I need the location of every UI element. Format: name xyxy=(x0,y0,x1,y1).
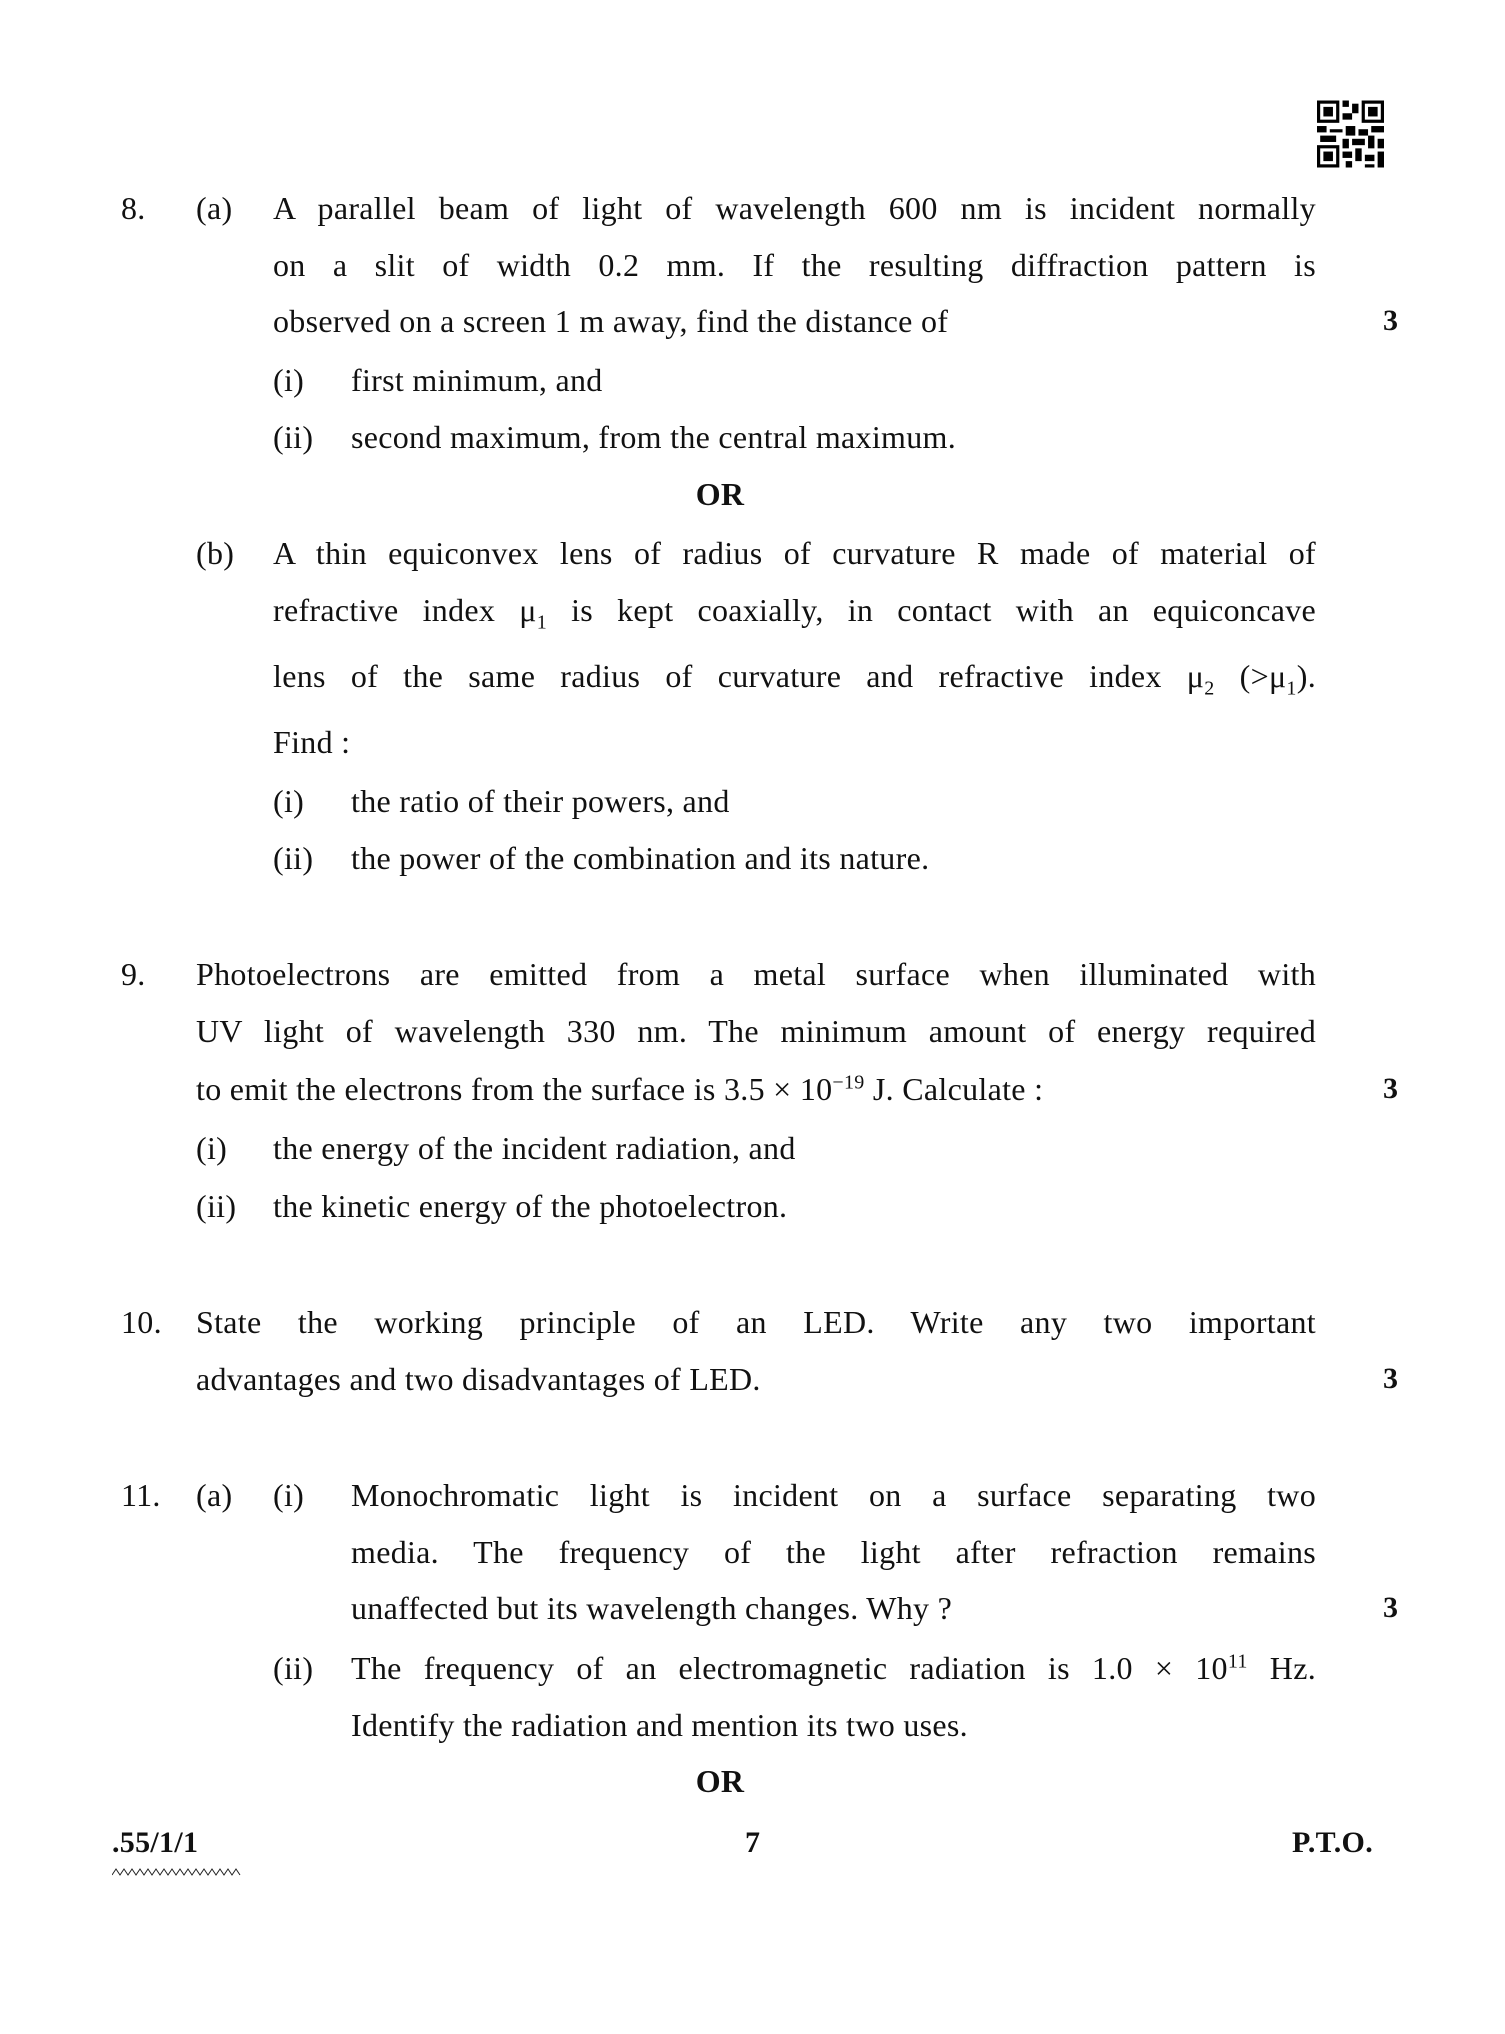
text: Hz. xyxy=(1247,1650,1317,1686)
sub-item-label: (ii) xyxy=(273,1650,314,1686)
text: J. Calculate : xyxy=(864,1071,1044,1107)
sub-item-label: (i) xyxy=(196,1130,228,1166)
question-text xyxy=(196,1067,1043,1111)
sub-item-text: the kinetic energy of the photoelectron. xyxy=(273,1188,788,1224)
page-number: 7 xyxy=(745,1826,761,1859)
sub-item-text: second maximum, from the central maximum. xyxy=(351,419,957,455)
sub-item-text: first minimum, and xyxy=(351,362,603,398)
sub-item-text: the power of the combination and its nature. xyxy=(351,840,930,876)
question-text: unaffected but its wavelength changes. Why ? xyxy=(351,1590,953,1626)
sub-item-label: (ii) xyxy=(273,419,314,455)
question-text: UV light of wavelength 330 nm. The minimum amount of energy required xyxy=(196,1013,1316,1049)
question-text: A thin equiconvex lens of radius of curvature R made of material of xyxy=(273,535,1316,571)
subscript: 2 xyxy=(1204,677,1215,700)
sub-item-label: (i) xyxy=(273,1477,305,1513)
marks: 3 xyxy=(1383,304,1398,337)
sub-item-label: (i) xyxy=(273,783,305,819)
question-text: State the working principle of an LED. Write any two important xyxy=(196,1304,1316,1340)
part-label: (a) xyxy=(196,1477,233,1513)
question-text: on a slit of width 0.2 mm. If the resulting diffraction pattern is xyxy=(273,247,1316,283)
question-text: Photoelectrons are emitted from a metal surface when illuminated with xyxy=(196,956,1316,992)
please-turn-over: P.T.O. xyxy=(1292,1826,1373,1859)
question-text: observed on a screen 1 m away, find the distance of xyxy=(273,303,949,339)
question-text xyxy=(273,588,1316,632)
paper-code: .55/1/1 xyxy=(112,1826,199,1859)
wavy-underline xyxy=(112,1868,242,1876)
marks: 3 xyxy=(1383,1072,1398,1105)
sub-item-label: (ii) xyxy=(273,840,314,876)
superscript: 11 xyxy=(1227,1650,1248,1673)
marks: 3 xyxy=(1383,1362,1398,1395)
question-text: Monochromatic light is incident on a surface separating two xyxy=(351,1477,1316,1513)
sub-item-label: (i) xyxy=(273,362,305,398)
question-text: A parallel beam of light of wavelength 600 nm is incident normally xyxy=(273,190,1316,226)
qr-code xyxy=(1317,100,1384,168)
text: ). xyxy=(1296,658,1316,694)
subscript: 1 xyxy=(536,611,548,634)
text: The frequency of an electromagnetic radiation is 1.0 × 10 xyxy=(351,1650,1228,1686)
question-number: 10. xyxy=(121,1304,162,1340)
text: lens of the same radius of curvature and refractive index μ xyxy=(273,658,1205,694)
superscript: −19 xyxy=(832,1071,865,1094)
or-separator: OR xyxy=(695,476,745,512)
text: to emit the electrons from the surface is 3.5 × 10 xyxy=(196,1071,833,1107)
question-text xyxy=(351,1646,1316,1690)
question-text xyxy=(273,654,1316,698)
question-text: media. The frequency of the light after refraction remains xyxy=(351,1534,1316,1570)
text: refractive index μ xyxy=(273,592,537,628)
question-number: 8. xyxy=(121,190,146,226)
question-text: Find : xyxy=(273,724,351,760)
part-label: (b) xyxy=(196,535,235,571)
text: (>μ xyxy=(1214,658,1287,694)
sub-item-text: the energy of the incident radiation, and xyxy=(273,1130,796,1166)
question-text: advantages and two disadvantages of LED. xyxy=(196,1361,761,1397)
sub-item-text: the ratio of their powers, and xyxy=(351,783,730,819)
question-number: 9. xyxy=(121,956,146,992)
question-number: 11. xyxy=(121,1477,161,1513)
part-label: (a) xyxy=(196,190,233,226)
question-text: Identify the radiation and mention its two uses. xyxy=(351,1707,968,1743)
sub-item-label: (ii) xyxy=(196,1188,237,1224)
subscript: 1 xyxy=(1286,677,1297,700)
text: is kept coaxially, in contact with an equiconcave xyxy=(547,592,1317,628)
marks: 3 xyxy=(1383,1591,1398,1624)
or-separator: OR xyxy=(695,1763,745,1799)
